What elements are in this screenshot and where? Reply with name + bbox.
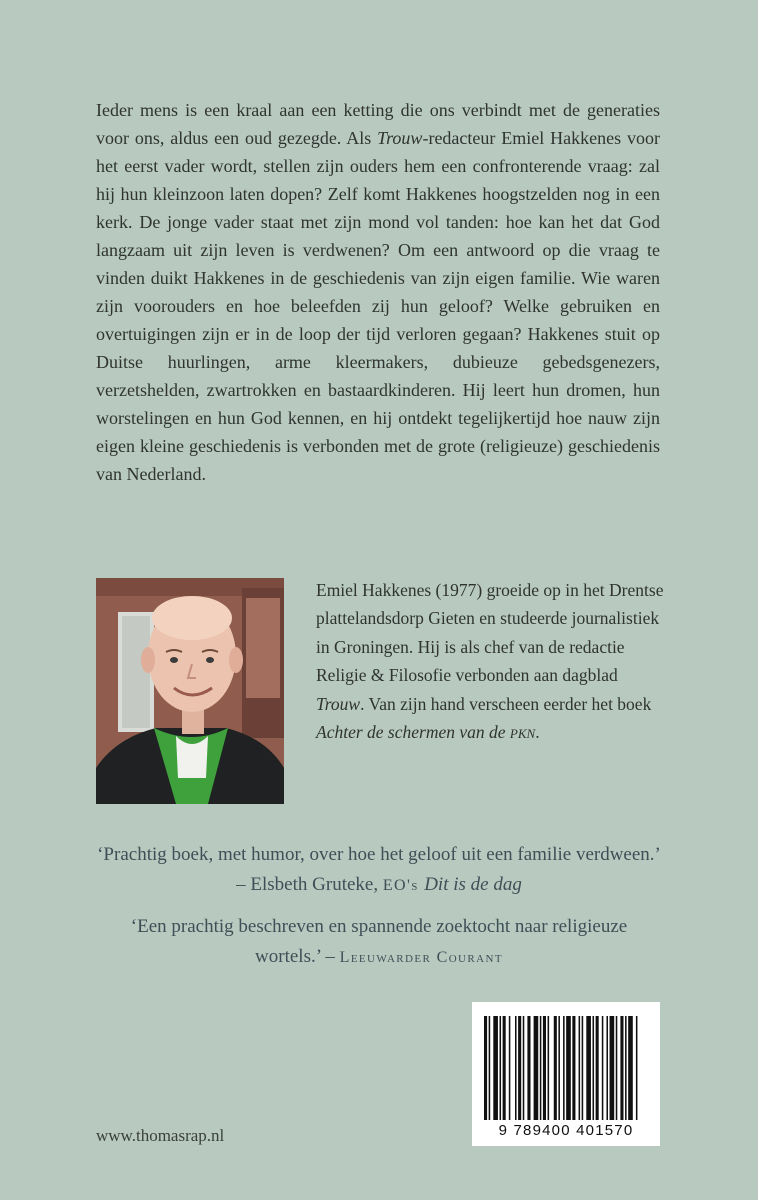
barcode-bar (509, 1016, 511, 1120)
isbn-barcode (472, 1002, 660, 1146)
barcode-bar (548, 1016, 550, 1120)
barcode-bar (625, 1016, 627, 1120)
barcode-bar (602, 1016, 604, 1120)
barcode-bar (566, 1016, 571, 1120)
quote-1-source-prefix: EO's (382, 877, 425, 894)
isbn-number: 9 789400 401570 (498, 1122, 634, 1139)
bio-book-title: Achter de schermen van de (316, 722, 510, 743)
barcode-bar (523, 1016, 525, 1120)
author-bio (316, 576, 668, 748)
bio-part-2: . Van zijn hand verscheen eerder het boek (360, 693, 652, 714)
barcode-bar (527, 1016, 530, 1120)
barcode-bar (534, 1016, 539, 1120)
barcode-bar (500, 1016, 502, 1120)
review-quote-1 (96, 840, 662, 901)
publisher-website[interactable]: www.thomasrap.nl (96, 1126, 225, 1145)
barcode-bar (620, 1016, 623, 1120)
barcode-bar (543, 1016, 546, 1120)
barcode-bar (563, 1016, 565, 1120)
barcode-bar (540, 1016, 542, 1120)
barcode-bar (489, 1016, 491, 1120)
barcode-bar (586, 1016, 591, 1120)
bio-book-abbr: PKN (509, 726, 536, 742)
barcode-bar (628, 1016, 633, 1120)
barcode-bar (582, 1016, 584, 1120)
blurb-part-1: Ieder mens is een kraal aan een ketting die ons verbindt met de generaties voor ons, aldus een oud gezegde. Als (96, 100, 660, 148)
blurb-part-2: -redacteur Emiel Hakkenes voor het eerst vader wordt, stellen zijn ouders hem een confronterende vraag: zal hij hun kleinzoon laten dopen? Zelf komt Hakkenes hoogstzelden nog in een kerk. De jonge vader staat met zijn mond vol tanden: hoe kan het dat God langzaam uit zijn leven is verdwenen? Om een antwoord op die vraag te vinden duikt Hakkenes in de geschiedenis van zijn eigen familie. Wie waren zijn voorouders en hoe beleefden zij hun geloof? Welke gebruiken en overtuigingen zijn er in de loop der tijd verloren gegaan? Hakkenes stuit op Duitse huurlingen, arme kleermakers, dubieuze gebedsgenezers, verzetshelden, zwartrokken en bastaardkinderen. Hij leert hun dromen, hun worstelingen en hun God kennen, en hij ontdekt tegelijkertijd hoe nauw zijn eigen kleine geschiedenis is verbonden met de grote (religieuze) geschiedenis van Nederland. (96, 128, 660, 484)
blurb-newspaper: Trouw (377, 128, 423, 148)
barcode-bar (606, 1016, 608, 1120)
barcode-bar (636, 1016, 638, 1120)
bio-part-1: Emiel Hakkenes (1977) groeide op in het Drentse plattelandsdorp Gieten en studeerde journalistiek in Groningen. Hij is als chef van de redactie Religie & Filosofie verbonden aan dagblad (316, 580, 664, 686)
blurb-text (96, 96, 660, 488)
review-quote-2 (96, 912, 662, 973)
barcode-bar (554, 1016, 557, 1120)
barcode-bar (579, 1016, 581, 1120)
quote-2-source: Leeuwarder Courant (339, 949, 503, 966)
quote-2-text: ‘Een prachtig beschreven en spannende zoektocht naar religieuze wortels.’ – (130, 916, 628, 967)
barcode-bar (610, 1016, 615, 1120)
barcode-bar (572, 1016, 575, 1120)
quote-1-source-title: Dit is de dag (424, 874, 522, 895)
barcode-bar (503, 1016, 506, 1120)
barcode-bar (493, 1016, 498, 1120)
barcode-bar (518, 1016, 521, 1120)
barcode-bar (616, 1016, 618, 1120)
bio-part-3: . (535, 722, 540, 743)
quote-1-text: ‘Prachtig boek, met humor, over hoe het geloof uit een familie verdween.’ – Elsbeth Gruteke, (97, 844, 661, 895)
barcode-bar (558, 1016, 560, 1120)
barcode-bar (593, 1016, 595, 1120)
barcode-bar (515, 1016, 517, 1120)
bio-newspaper: Trouw (316, 693, 361, 714)
barcode-bar (484, 1016, 487, 1120)
barcode-bar (596, 1016, 599, 1120)
author-photo (96, 578, 284, 804)
